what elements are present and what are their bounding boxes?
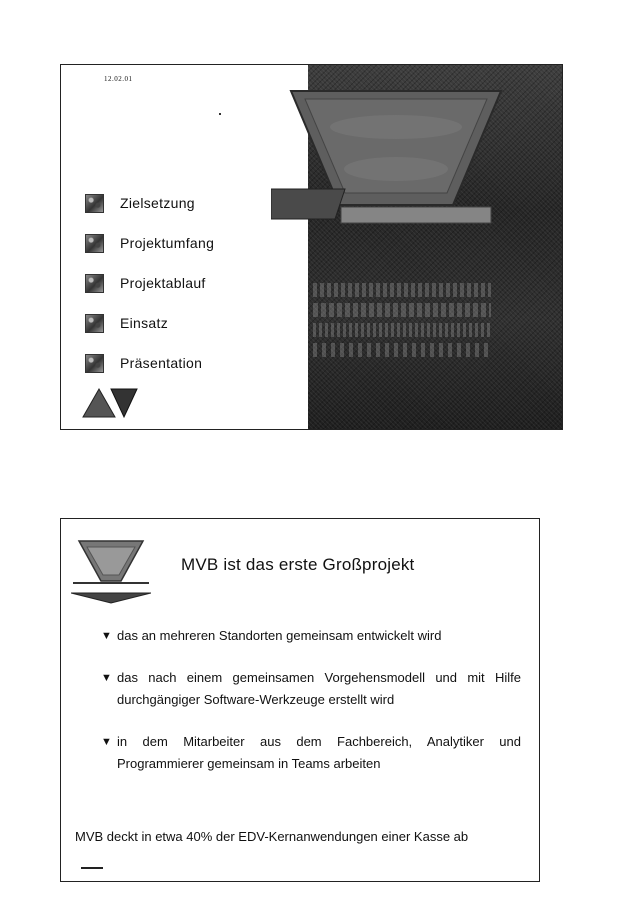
triangle-bullet-icon: ▼: [101, 630, 112, 642]
menu-item-projektablauf[interactable]: [85, 273, 214, 293]
menu-item-praesentation[interactable]: [85, 353, 214, 373]
menu-item-label: Projektablauf: [120, 275, 206, 291]
slide-date: 12.02.01: [104, 75, 133, 83]
menu-item-projektumfang[interactable]: [85, 233, 214, 253]
menu-bullet-icon: [85, 354, 104, 373]
nav-down-arrow-icon[interactable]: [111, 389, 137, 417]
slide-footer: MVB deckt in etwa 40% der EDV-Kernanwendungen einer Kasse ab: [75, 829, 469, 844]
nav-up-arrow-icon[interactable]: [83, 389, 115, 417]
menu-bullet-icon: [85, 274, 104, 293]
list-item: [101, 629, 521, 647]
list-item-text: in dem Mitarbeiter aus dem Fachbereich, Analytiker und Programmierer gemeinsam in Teams arbeiten: [117, 734, 521, 771]
menu-bullet-icon: [85, 194, 104, 213]
menu-item-label: Präsentation: [120, 355, 203, 371]
mvb-emblem-icon: [271, 87, 511, 237]
panel-noise-text-block: [313, 277, 491, 363]
footer-underline-mark: [81, 867, 103, 869]
list-item: [101, 671, 521, 711]
scan-speck: [219, 113, 221, 115]
menu-item-einsatz[interactable]: [85, 313, 214, 333]
list-item: [101, 735, 521, 775]
slide-menu: [85, 193, 214, 393]
menu-item-label: Zielsetzung: [120, 195, 195, 211]
triangle-bullet-icon: ▼: [101, 736, 112, 748]
nav-arrows: [81, 385, 141, 419]
menu-item-label: Projektumfang: [120, 235, 215, 251]
list-item-text: das an mehreren Standorten gemeinsam entwickelt wird: [117, 628, 442, 643]
mvb-logo-icon: [71, 537, 151, 605]
menu-item-zielsetzung[interactable]: [85, 193, 214, 213]
slide-title: MVB ist das erste Großprojekt: [181, 555, 415, 574]
list-item-text: das nach einem gemeinsamen Vorgehensmodell und mit Hilfe durchgängiger Software-Werkzeuge erstellt wird: [117, 670, 521, 707]
bullet-list: [101, 629, 521, 799]
menu-item-label: Einsatz: [120, 315, 169, 331]
slide-overview: [60, 64, 563, 430]
menu-bullet-icon: [85, 234, 104, 253]
slide-mvb-project: [60, 518, 540, 882]
triangle-bullet-icon: ▼: [101, 672, 112, 684]
menu-bullet-icon: [85, 314, 104, 333]
